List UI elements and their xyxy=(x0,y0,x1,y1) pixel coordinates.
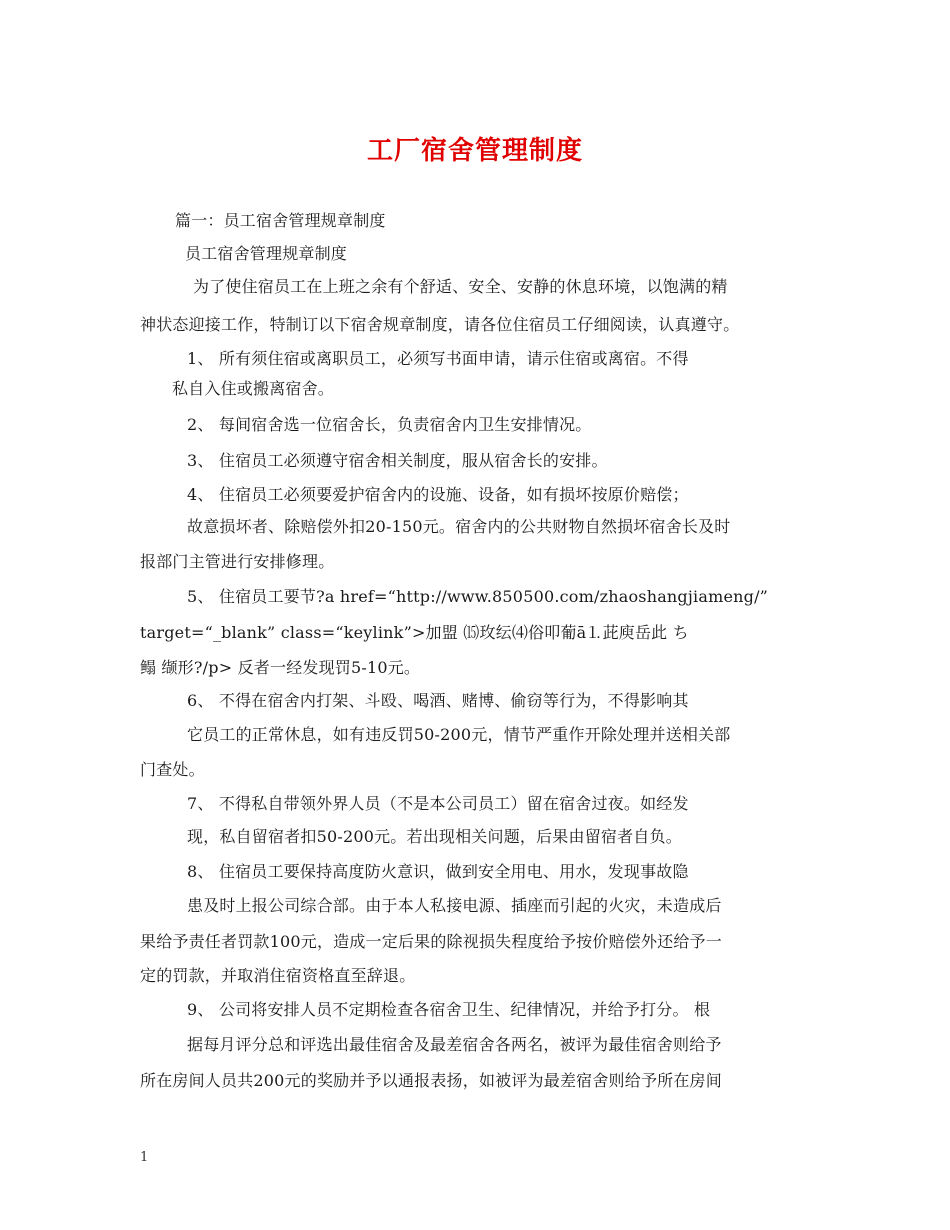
rule-item: 3、 住宿员工必须遵守宿舍相关制度，服从宿舍长的安排。 xyxy=(187,451,608,470)
intro-line: 神状态迎接工作，特制订以下宿舍规章制度，请各位住宿员工仔细阅读，认真遵守。 xyxy=(140,315,740,334)
rule-continuation: 私自入住或搬离宿舍。 xyxy=(172,379,335,398)
intro-line: 为了使住宿员工在上班之余有个舒适、安全、安静的休息环境，以饱满的精 xyxy=(193,277,728,296)
rule-continuation: 门查处。 xyxy=(140,760,205,779)
rule-item: 5、 住宿员工要节?a href=“http://www.850500.com/zhaoshangjiameng/” xyxy=(187,587,769,606)
page-number: 1 xyxy=(140,1150,149,1165)
rule-continuation: 它员工的正常休息，如有违反罚50-200元，情节严重作开除处理并送相关部 xyxy=(187,725,731,744)
subheading: 员工宿舍管理规章制度 xyxy=(185,244,348,263)
rule-continuation: 患及时上报公司综合部。由于本人私接电源、插座而引起的火灾，未造成后 xyxy=(187,896,722,915)
rule-item: 9、 公司将安排人员不定期检查各宿舍卫生、纪律情况，并给予打分。 根 xyxy=(187,1000,711,1019)
rule-item: 4、 住宿员工必须要爱护宿舍内的设施、设备，如有损坏按原价赔偿； xyxy=(187,485,689,504)
rule-item: 6、 不得在宿舍内打架、斗殴、喝酒、赌博、偷窃等行为，不得影响其 xyxy=(187,691,689,710)
rule-continuation: target=“_blank” class=“keylink”>加盟 ⒂玫纭⑷俗叩葡ā⒈茈庾岳此 ち xyxy=(140,623,689,642)
rule-continuation: 报部门主管进行安排修理。 xyxy=(140,552,335,571)
rule-item: 1、 所有须住宿或离职员工，必须写书面申请，请示住宿或离宿。不得 xyxy=(187,349,689,368)
document-title: 工厂宿舍管理制度 xyxy=(366,136,583,166)
rule-item: 7、 不得私自带领外界人员（不是本公司员工）留在宿舍过夜。如经发 xyxy=(187,794,689,813)
rule-continuation: 故意损坏者、除赔偿外扣20-150元。宿舍内的公共财物自然损坏宿舍长及时 xyxy=(187,517,731,536)
rule-item: 2、 每间宿舍选一位宿舍长，负责宿舍内卫生安排情况。 xyxy=(187,415,592,434)
rule-continuation: 定的罚款，并取消住宿资格直至辞退。 xyxy=(140,966,416,985)
rule-continuation: 所在房间人员共200元的奖励并予以通报表扬，如被评为最差宿舍则给予所在房间 xyxy=(140,1071,722,1090)
rule-continuation: 果给予责任者罚款100元，造成一定后果的除视损失程度给予按价赔偿外还给予一 xyxy=(140,932,722,951)
rule-continuation: 鳎 缬形?/p> 反者一经发现罚5-10元。 xyxy=(140,658,421,677)
rule-continuation: 据每月评分总和评选出最佳宿舍及最差宿舍各两名，被评为最佳宿舍则给予 xyxy=(187,1035,722,1054)
rule-continuation: 现，私自留宿者扣50-200元。若出现相关问题，后果由留宿者自负。 xyxy=(187,827,682,846)
section-heading: 篇一：员工宿舍管理规章制度 xyxy=(175,211,386,230)
rule-item: 8、 住宿员工要保持高度防火意识，做到安全用电、用水，发现事故隐 xyxy=(187,862,689,881)
